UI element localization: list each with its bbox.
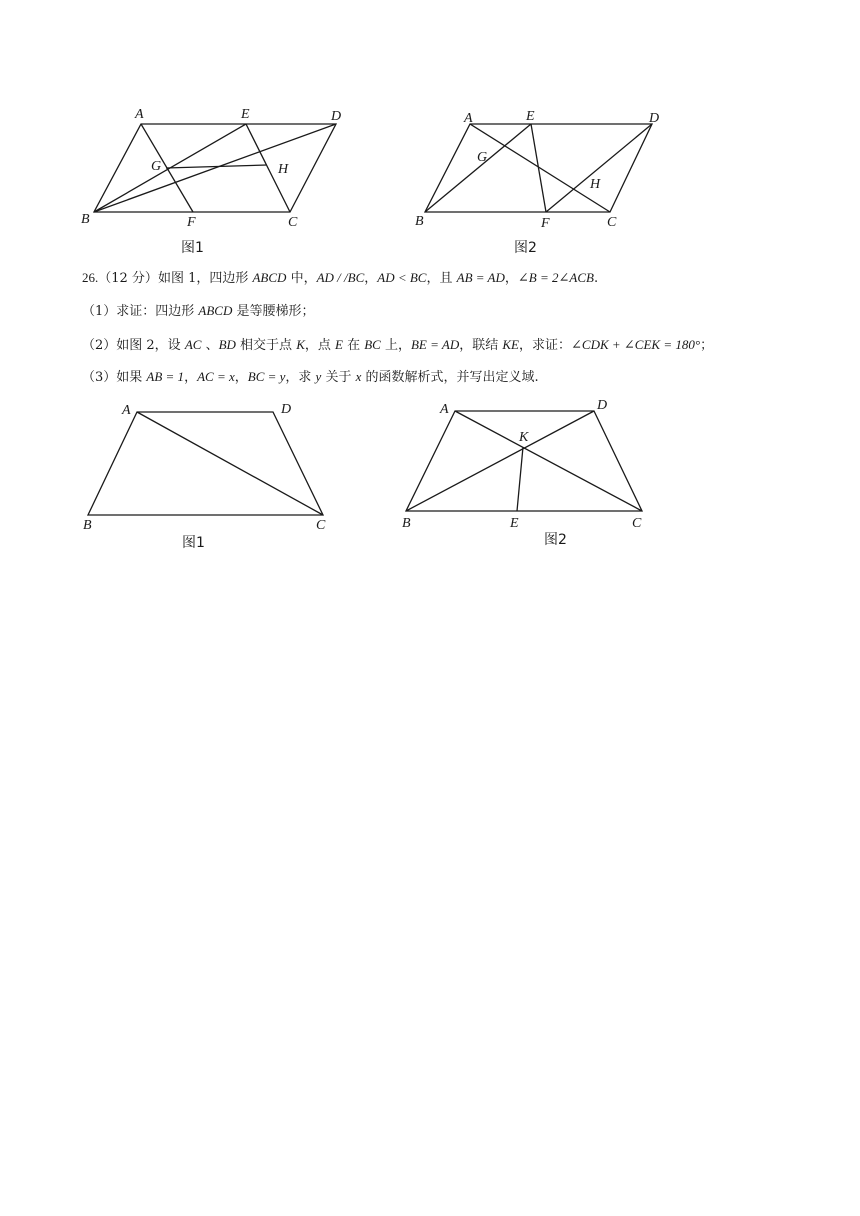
top-fig1-segment-BD	[94, 124, 336, 212]
top-fig2-label-E: E	[526, 109, 535, 124]
q2-text-5: 在	[342, 338, 365, 353]
bottom-fig2-diagonal-AC	[455, 411, 642, 511]
bottom-fig1-diagonal-AC	[137, 412, 323, 515]
q2-math-6: BE = AD	[410, 337, 460, 352]
bottom-fig2-diagonal-BD	[406, 411, 594, 511]
q3-text-3: ，	[234, 370, 248, 385]
question-3	[82, 368, 539, 387]
bottom-fig1-trapezoid	[88, 412, 323, 515]
stem-text-1: 如图 1，四边形	[157, 271, 253, 286]
q3-math-2: AC = x	[197, 369, 235, 384]
q2-text-8: ，求证：	[519, 338, 572, 353]
q3-text-2: ，	[184, 370, 198, 385]
top-figure-2	[415, 109, 659, 256]
top-fig1-caption: 图1	[181, 240, 204, 256]
top-fig2-segment-BE	[425, 124, 531, 212]
bottom-fig2-caption: 图2	[544, 532, 567, 548]
bottom-fig1-caption: 图1	[182, 535, 205, 551]
q3-math-4: y	[315, 369, 322, 384]
q3-text-6: 的函数解析式，并写出定义域.	[361, 370, 539, 385]
top-fig2-segment-AC	[470, 124, 610, 212]
bottom-fig2-label-C: C	[632, 516, 642, 531]
top-fig1-label-G: G	[151, 159, 162, 174]
top-fig1-label-D: D	[331, 109, 342, 124]
q3-math-5: x	[355, 369, 362, 384]
q2-math-4: E	[335, 337, 343, 352]
top-fig2-segment-EF	[531, 124, 546, 212]
bottom-fig2-label-E: E	[510, 516, 519, 531]
top-fig1-label-C: C	[288, 215, 298, 230]
top-fig1-label-E: E	[241, 107, 250, 122]
bottom-fig2-label-K: K	[519, 430, 529, 445]
bottom-fig1-label-D: D	[281, 402, 292, 417]
q2-text-9: ；	[700, 338, 714, 353]
bottom-figure-2	[402, 398, 642, 548]
q2-math-2: BD	[218, 337, 236, 352]
top-fig2-label-G: G	[477, 150, 488, 165]
bottom-fig1-label-C: C	[316, 518, 326, 533]
question-1	[82, 302, 315, 321]
q2-text-6: 上，	[380, 338, 411, 353]
top-fig2-segment-FD	[546, 124, 652, 212]
stem-text-6: .	[593, 271, 599, 286]
stem-text-3: ，	[364, 271, 378, 286]
problem-number: 26.	[82, 270, 99, 285]
top-fig2-caption: 图2	[514, 240, 537, 256]
top-fig2-label-H: H	[590, 177, 601, 192]
top-fig1-label-B: B	[81, 212, 90, 227]
bottom-fig2-trapezoid	[406, 411, 642, 511]
q2-text-4: ，点	[304, 338, 335, 353]
bottom-fig2-label-A: A	[440, 402, 449, 417]
q3-math-3: BC = y	[247, 369, 286, 384]
stem-math-2: AD / /BC	[316, 270, 365, 285]
q2-math-3: K	[296, 337, 305, 352]
q3-math-1: AB = 1	[146, 369, 185, 384]
q3-text-1: （3）如果	[82, 370, 147, 385]
question-2	[82, 336, 713, 355]
bottom-fig2-label-D: D	[597, 398, 608, 413]
bottom-fig1-label-B: B	[83, 518, 92, 533]
bottom-figure-1	[83, 402, 326, 551]
stem-math-4: AB = AD	[456, 270, 505, 285]
stem-math-3: AD < BC	[377, 270, 427, 285]
bottom-fig1-label-A: A	[122, 403, 131, 418]
stem-text-2: 中，	[286, 271, 317, 286]
q2-math-7: KE	[502, 337, 519, 352]
top-fig2-label-C: C	[607, 215, 617, 230]
bottom-fig2-segment-KE	[517, 447, 523, 511]
stem-math-5: ∠B = 2∠ACB	[517, 270, 594, 285]
problem-stem	[82, 269, 598, 288]
q3-text-5: 关于	[321, 370, 356, 385]
top-fig2-label-D: D	[649, 111, 660, 126]
stem-text-4: ，且	[426, 271, 457, 286]
q1-math-1: ABCD	[198, 303, 233, 318]
stem-math-1: ABCD	[252, 270, 287, 285]
top-fig2-label-A: A	[464, 111, 473, 126]
top-fig1-label-H: H	[278, 162, 289, 177]
q3-text-4: ，求	[285, 370, 316, 385]
top-fig1-label-A: A	[135, 107, 144, 122]
q1-text-1: （1）求证：四边形	[82, 304, 199, 319]
top-fig2-label-F: F	[541, 216, 550, 231]
q2-math-5: BC	[364, 337, 381, 352]
q2-math-8: ∠CDK + ∠CEK = 180°	[571, 337, 701, 352]
q1-text-2: 是等腰梯形；	[232, 304, 315, 319]
bottom-fig2-label-B: B	[402, 516, 411, 531]
top-fig1-label-F: F	[187, 215, 196, 230]
stem-text-5: ，	[504, 271, 518, 286]
q2-text-3: 相交于点	[235, 338, 297, 353]
q2-math-1: AC	[184, 337, 202, 352]
q2-text-1: （2）如图 2，设	[82, 338, 185, 353]
top-fig2-label-B: B	[415, 214, 424, 229]
q2-text-2: 、	[201, 338, 219, 353]
problem-score: （12 分）	[98, 271, 158, 286]
q2-text-7: ，联结	[459, 338, 503, 353]
top-figure-1	[81, 107, 341, 256]
